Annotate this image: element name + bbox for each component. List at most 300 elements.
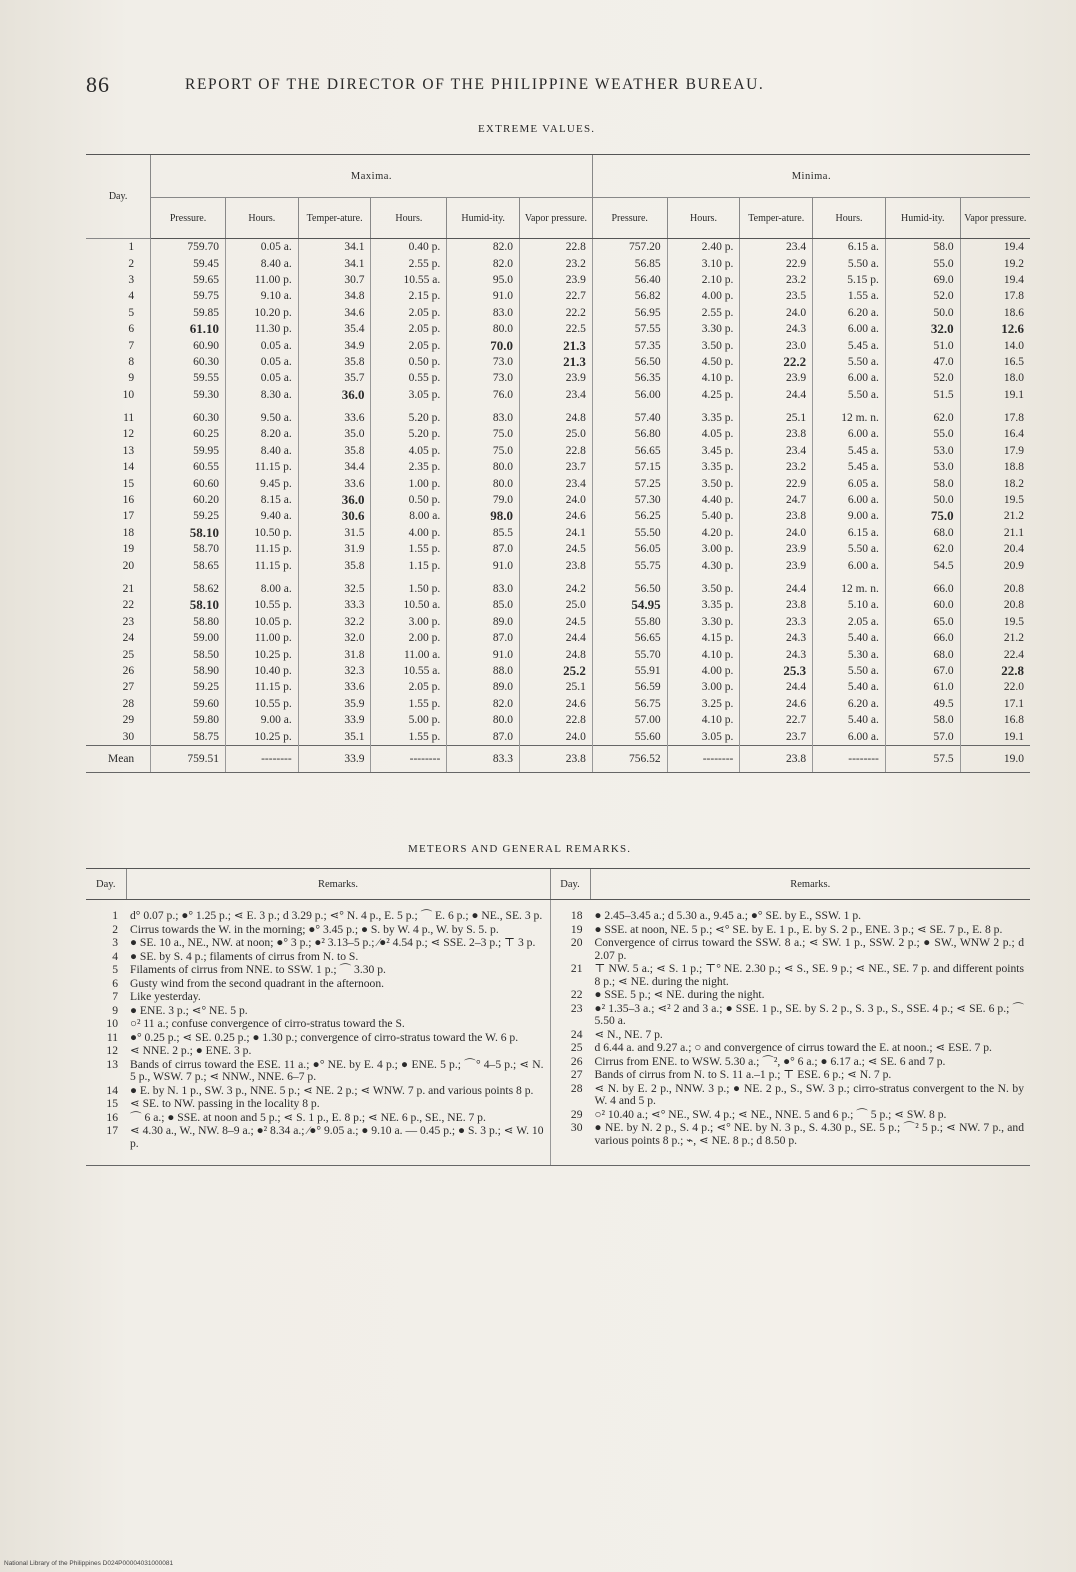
remark-entry: [557, 937, 1025, 962]
value-cell: 56.40: [592, 272, 667, 288]
value-cell: 3.30 p.: [667, 614, 740, 630]
value-cell: 34.1: [298, 239, 371, 256]
day-cell: 13: [122, 444, 135, 457]
remark-entry: [557, 1122, 1025, 1147]
mean-value: 83.3: [447, 745, 520, 772]
value-cell: 80.0: [447, 475, 520, 491]
value-cell: 60.90: [151, 337, 226, 353]
value-cell: 24.0: [520, 728, 593, 745]
value-cell: 24.5: [520, 614, 593, 630]
value-cell: 83.0: [447, 574, 520, 597]
value-cell: 88.0: [447, 663, 520, 679]
remark-text: ● ENE. 3 p.; ⋖° NE. 5 p.: [130, 1003, 248, 1017]
footer-credit: National Library of the Philippines D024P00004031000081: [4, 1560, 174, 1567]
value-cell: 33.6: [298, 679, 371, 695]
value-cell: 55.80: [592, 614, 667, 630]
value-cell: 23.5: [740, 288, 813, 304]
remark-text: ● 2.45–3.45 a.; d 5.30 a., 9.45 a.; ●° SE. by E., SSW. 1 p.: [594, 909, 862, 922]
value-cell: 24.6: [520, 508, 593, 524]
value-cell: 32.2: [298, 614, 371, 630]
value-cell: 4.00 p.: [667, 663, 740, 679]
value-cell: 56.75: [592, 696, 667, 712]
value-cell: 59.95: [151, 443, 226, 459]
value-cell: 10.40 p.: [225, 663, 298, 679]
table-row: [86, 525, 1030, 541]
value-cell: 57.15: [592, 459, 667, 475]
value-cell: 6.00 a.: [813, 321, 886, 337]
value-cell: 58.62: [151, 574, 226, 597]
remark-entry: [557, 924, 1025, 937]
remark-entry: [557, 1069, 1025, 1082]
remark-entry: [557, 1003, 1025, 1028]
value-cell: 82.0: [447, 696, 520, 712]
value-cell: 23.8: [520, 557, 593, 573]
value-cell: 56.85: [592, 255, 667, 271]
value-cell: 3.00 p.: [667, 679, 740, 695]
value-cell: 22.9: [740, 255, 813, 271]
day-cell: 4: [128, 290, 135, 303]
value-cell: 56.25: [592, 508, 667, 524]
value-cell: 58.70: [151, 541, 226, 557]
remark-day: 22: [570, 988, 583, 1001]
day-cell: 20: [122, 559, 135, 572]
remark-entry: [557, 910, 1025, 923]
value-cell: 14.0: [960, 337, 1030, 353]
value-cell: 21.3: [520, 354, 593, 370]
value-cell: 21.2: [960, 630, 1030, 646]
value-cell: 24.0: [740, 305, 813, 321]
value-cell: 10.20 p.: [225, 305, 298, 321]
value-cell: 23.4: [520, 387, 593, 403]
remark-text: ⊤ NW. 5 a.; ⋖ S. 1 p.; ⊤° NE. 2.30 p.; ⋖ S., SE. 9 p.; ⋖ NE., SE. 7 p. and different points 8 p.; ⋖ NE. during the night.: [594, 962, 1024, 988]
value-cell: 2.40 p.: [667, 239, 740, 256]
remark-entry: [92, 937, 544, 950]
value-cell: 57.40: [592, 403, 667, 426]
value-cell: 25.0: [520, 597, 593, 613]
value-cell: 11.15 p.: [225, 541, 298, 557]
value-cell: 55.60: [592, 728, 667, 745]
table-row: [86, 475, 1030, 491]
value-cell: 19.1: [960, 728, 1030, 745]
remark-text: ● SSE. at noon, NE. 5 p.; ⋖° SE. by E. 1 p., E. by S. 2 p., ENE. 3 p.; ⋖ SE. 7 p., E. 8 p.: [594, 922, 1003, 936]
value-cell: 0.50 p.: [371, 354, 447, 370]
value-cell: 56.65: [592, 443, 667, 459]
day-cell: 25: [122, 648, 135, 661]
value-cell: 58.0: [885, 475, 960, 491]
value-cell: 4.20 p.: [667, 525, 740, 541]
value-cell: 57.55: [592, 321, 667, 337]
value-cell: 55.0: [885, 255, 960, 271]
value-cell: 8.40 a.: [225, 255, 298, 271]
table-row: [86, 305, 1030, 321]
table-row: [86, 508, 1030, 524]
day-cell: 17: [122, 510, 135, 523]
value-cell: 10.55 p.: [225, 597, 298, 613]
value-cell: 5.50 a.: [813, 541, 886, 557]
value-cell: 36.0: [298, 387, 371, 403]
day-cell: 19: [122, 543, 135, 556]
value-cell: 22.8: [520, 712, 593, 728]
maxima-header: Maxima.: [151, 155, 593, 198]
table-row: [86, 696, 1030, 712]
min-column-header: Temper-ature.: [740, 198, 813, 239]
value-cell: 3.50 p.: [667, 475, 740, 491]
value-cell: 59.80: [151, 712, 226, 728]
value-cell: 83.0: [447, 403, 520, 426]
day-cell: 14: [122, 461, 135, 474]
value-cell: 3.35 p.: [667, 459, 740, 475]
value-cell: 35.4: [298, 321, 371, 337]
value-cell: 19.4: [960, 272, 1030, 288]
value-cell: 57.00: [592, 712, 667, 728]
value-cell: 11.00 p.: [225, 630, 298, 646]
minima-header: Minima.: [592, 155, 1030, 198]
value-cell: 61.10: [151, 321, 226, 337]
value-cell: 6.00 a.: [813, 557, 886, 573]
remark-day: 15: [106, 1097, 118, 1110]
value-cell: 24.6: [520, 696, 593, 712]
value-cell: 757.20: [592, 239, 667, 256]
value-cell: 23.8: [740, 426, 813, 442]
value-cell: 62.0: [885, 403, 960, 426]
remark-entry: [557, 963, 1025, 988]
remark-text: Bands of cirrus toward the ESE. 11 a.; ●° NE. by E. 4 p.; ● ENE. 5 p.; ⌒° 4–5 p.; ⋖ N. 5 p., WSW. 7 p.; ⋖ NNW., NNE. 6–7 p.: [130, 1057, 544, 1083]
value-cell: 2.05 p.: [371, 337, 447, 353]
value-cell: 65.0: [885, 614, 960, 630]
value-cell: 53.0: [885, 459, 960, 475]
remark-day: 28: [570, 1081, 583, 1095]
extreme-values-table: [86, 154, 1030, 773]
value-cell: 3.50 p.: [667, 574, 740, 597]
value-cell: 10.55 p.: [225, 696, 298, 712]
table-row: [86, 728, 1030, 745]
table-row: [86, 541, 1030, 557]
value-cell: 6.20 a.: [813, 696, 886, 712]
remark-text: ●° 0.25 p.; ⋖ SE. 0.25 p.; ● 1.30 p.; convergence of cirro-stratus toward the W. 6 p.: [130, 1030, 519, 1044]
value-cell: 23.0: [740, 337, 813, 353]
value-cell: 24.3: [740, 630, 813, 646]
remark-text: Bands of cirrus from N. to S. 11 a.–1 p.; ⊤ ESE. 6 p.; ⋖ N. 7 p.: [594, 1068, 892, 1081]
value-cell: 60.20: [151, 492, 226, 508]
day-cell: 6: [128, 323, 135, 336]
value-cell: 62.0: [885, 541, 960, 557]
value-cell: 33.6: [298, 403, 371, 426]
remark-day: 29: [570, 1107, 583, 1121]
value-cell: 34.6: [298, 305, 371, 321]
value-cell: 87.0: [447, 728, 520, 745]
value-cell: 57.0: [885, 728, 960, 745]
value-cell: 22.5: [520, 321, 593, 337]
value-cell: 3.00 p.: [667, 541, 740, 557]
value-cell: 2.55 p.: [371, 255, 447, 271]
value-cell: 24.4: [740, 574, 813, 597]
remark-entry: [92, 1018, 544, 1031]
value-cell: 22.0: [960, 679, 1030, 695]
remark-day: 10: [106, 1017, 118, 1030]
value-cell: 55.70: [592, 646, 667, 662]
value-cell: 12.6: [960, 321, 1030, 337]
remark-text: ○² 11 a.; confuse convergence of cirro-stratus toward the S.: [130, 1017, 405, 1030]
remark-day: 19: [570, 922, 583, 936]
value-cell: 22.4: [960, 646, 1030, 662]
value-cell: 33.9: [298, 712, 371, 728]
value-cell: 10.55 a.: [371, 272, 447, 288]
value-cell: 75.0: [447, 426, 520, 442]
value-cell: 6.20 a.: [813, 305, 886, 321]
value-cell: 1.55 p.: [371, 728, 447, 745]
day-cell: 3: [128, 273, 135, 286]
value-cell: 80.0: [447, 712, 520, 728]
remark-entry: [557, 1083, 1025, 1108]
value-cell: 10.50 p.: [225, 525, 298, 541]
remark-day: 24: [570, 1027, 583, 1041]
mean-value: 57.5: [885, 745, 960, 772]
table-row: [86, 255, 1030, 271]
value-cell: 50.0: [885, 305, 960, 321]
day-cell: 11: [123, 412, 135, 425]
value-cell: 25.3: [740, 663, 813, 679]
value-cell: 11.30 p.: [225, 321, 298, 337]
remark-text: Cirrus towards the W. in the morning; ●° 3.45 p.; ● S. by W. 4 p., W. by S. 5. p.: [130, 922, 499, 936]
value-cell: 91.0: [447, 557, 520, 573]
value-cell: 57.25: [592, 475, 667, 491]
value-cell: 5.30 a.: [813, 646, 886, 662]
remark-day: 23: [570, 1001, 583, 1015]
table-row: [86, 646, 1030, 662]
remark-day: 18: [570, 909, 583, 922]
value-cell: 5.45 a.: [813, 443, 886, 459]
remark-text: Gusty wind from the second quadrant in the afternoon.: [130, 976, 385, 990]
remark-day: 12: [106, 1044, 118, 1057]
value-cell: 22.2: [520, 305, 593, 321]
mean-value: 756.52: [592, 745, 667, 772]
value-cell: 3.30 p.: [667, 321, 740, 337]
value-cell: 59.45: [151, 255, 226, 271]
value-cell: 31.9: [298, 541, 371, 557]
value-cell: 12 m. n.: [813, 574, 886, 597]
value-cell: 3.05 p.: [371, 387, 447, 403]
value-cell: 56.65: [592, 630, 667, 646]
value-cell: 25.2: [520, 663, 593, 679]
table-row: [86, 239, 1030, 256]
value-cell: 23.4: [520, 475, 593, 491]
remark-entry: [92, 1085, 544, 1098]
running-head: REPORT OF THE DIRECTOR OF THE PHILIPPINE WEATHER BUREAU.: [185, 76, 765, 93]
remark-entry: [92, 1005, 544, 1018]
table-row: [86, 557, 1030, 573]
value-cell: 75.0: [447, 443, 520, 459]
value-cell: 85.5: [447, 525, 520, 541]
remark-entry: [557, 1109, 1025, 1122]
value-cell: 4.05 p.: [667, 426, 740, 442]
value-cell: 6.15 a.: [813, 525, 886, 541]
value-cell: 4.10 p.: [667, 370, 740, 386]
value-cell: 18.8: [960, 459, 1030, 475]
value-cell: 68.0: [885, 646, 960, 662]
value-cell: 5.40 a.: [813, 712, 886, 728]
mean-label: Mean: [86, 745, 151, 772]
value-cell: 59.00: [151, 630, 226, 646]
value-cell: 23.2: [740, 459, 813, 475]
value-cell: 4.10 p.: [667, 712, 740, 728]
value-cell: 55.0: [885, 426, 960, 442]
remark-entry: [92, 1098, 544, 1111]
value-cell: 23.9: [740, 541, 813, 557]
value-cell: 22.8: [520, 239, 593, 256]
value-cell: 3.05 p.: [667, 728, 740, 745]
value-cell: 2.05 p.: [371, 321, 447, 337]
value-cell: 17.8: [960, 403, 1030, 426]
value-cell: 5.20 p.: [371, 426, 447, 442]
max-column-header: Hours.: [371, 198, 447, 239]
value-cell: 60.0: [885, 597, 960, 613]
max-column-header: Humid-ity.: [447, 198, 520, 239]
value-cell: 21.2: [960, 508, 1030, 524]
value-cell: 10.25 p.: [225, 728, 298, 745]
value-cell: 51.0: [885, 337, 960, 353]
remarks-header-right: Remarks.: [590, 869, 1030, 900]
value-cell: 3.50 p.: [667, 337, 740, 353]
max-column-header: Vapor pressure.: [520, 198, 593, 239]
value-cell: 22.7: [740, 712, 813, 728]
value-cell: 6.00 a.: [813, 728, 886, 745]
remark-text: Like yesterday.: [130, 990, 201, 1003]
value-cell: 10.05 p.: [225, 614, 298, 630]
remark-day: 26: [570, 1054, 583, 1068]
value-cell: 1.55 a.: [813, 288, 886, 304]
value-cell: 2.10 p.: [667, 272, 740, 288]
mean-value: --------: [371, 745, 447, 772]
mean-value: 759.51: [151, 745, 226, 772]
value-cell: 8.20 a.: [225, 426, 298, 442]
value-cell: 2.05 a.: [813, 614, 886, 630]
remark-entry: [92, 978, 544, 991]
remark-entry: [92, 1125, 544, 1150]
value-cell: 34.1: [298, 255, 371, 271]
value-cell: 23.2: [520, 255, 593, 271]
value-cell: 5.50 a.: [813, 663, 886, 679]
value-cell: 35.9: [298, 696, 371, 712]
value-cell: 58.0: [885, 712, 960, 728]
value-cell: 22.8: [960, 663, 1030, 679]
remarks-caption: METEORS AND GENERAL REMARKS.: [408, 843, 632, 855]
value-cell: 24.8: [520, 646, 593, 662]
value-cell: 82.0: [447, 239, 520, 256]
table-row: [86, 443, 1030, 459]
value-cell: 59.25: [151, 508, 226, 524]
remarks-right-column: [550, 900, 1030, 1166]
day-cell: 30: [122, 730, 135, 743]
value-cell: 2.55 p.: [667, 305, 740, 321]
value-cell: 22.8: [520, 443, 593, 459]
value-cell: 1.55 p.: [371, 541, 447, 557]
value-cell: 5.45 a.: [813, 459, 886, 475]
value-cell: 22.2: [740, 354, 813, 370]
remark-entry: [92, 924, 544, 937]
value-cell: 59.30: [151, 387, 226, 403]
value-cell: 58.50: [151, 646, 226, 662]
value-cell: 31.8: [298, 646, 371, 662]
value-cell: 66.0: [885, 574, 960, 597]
value-cell: 11.15 p.: [225, 557, 298, 573]
value-cell: 8.00 a.: [371, 508, 447, 524]
value-cell: 24.2: [520, 574, 593, 597]
value-cell: 0.55 p.: [371, 370, 447, 386]
value-cell: 58.10: [151, 525, 226, 541]
value-cell: 83.0: [447, 305, 520, 321]
value-cell: 5.50 a.: [813, 354, 886, 370]
value-cell: 0.40 p.: [371, 239, 447, 256]
value-cell: 95.0: [447, 272, 520, 288]
remark-text: d° 0.07 p.; ●° 1.25 p.; ⋖ E. 3 p.; d 3.29 p.; ⋖° N. 4 p., E. 5 p.; ⌒ E. 6 p.; ● NE., SE. 3 p.: [130, 909, 543, 922]
value-cell: 56.05: [592, 541, 667, 557]
value-cell: 60.30: [151, 354, 226, 370]
value-cell: 9.10 a.: [225, 288, 298, 304]
value-cell: 24.7: [740, 492, 813, 508]
value-cell: 98.0: [447, 508, 520, 524]
value-cell: 6.00 a.: [813, 426, 886, 442]
remark-day: 25: [570, 1041, 583, 1054]
value-cell: 52.0: [885, 288, 960, 304]
value-cell: 31.5: [298, 525, 371, 541]
value-cell: 35.7: [298, 370, 371, 386]
value-cell: 24.0: [740, 525, 813, 541]
value-cell: 11.00 a.: [371, 646, 447, 662]
value-cell: 2.15 p.: [371, 288, 447, 304]
mean-value: 33.9: [298, 745, 371, 772]
day-cell: 2: [128, 257, 135, 270]
min-column-header: Pressure.: [592, 198, 667, 239]
remark-text: Convergence of cirrus toward the SSW. 8 a.; ⋖ SW. 1 p., SSW. 2 p.; ● SW., WNW 2 p.; d 2.07 p.: [594, 936, 1024, 962]
day-cell: 27: [122, 681, 135, 694]
value-cell: 23.3: [740, 614, 813, 630]
value-cell: 80.0: [447, 459, 520, 475]
mean-value: --------: [813, 745, 886, 772]
value-cell: 1.50 p.: [371, 574, 447, 597]
table-row: [86, 370, 1030, 386]
remark-day: 2: [112, 922, 118, 936]
value-cell: 60.30: [151, 403, 226, 426]
value-cell: 52.0: [885, 370, 960, 386]
table-row: [86, 614, 1030, 630]
value-cell: 58.65: [151, 557, 226, 573]
mean-value: 19.0: [960, 745, 1030, 772]
value-cell: 20.8: [960, 597, 1030, 613]
remarks-left-column: [86, 900, 550, 1166]
value-cell: 55.50: [592, 525, 667, 541]
value-cell: 22.9: [740, 475, 813, 491]
remark-text: ● SE. 10 a., NE., NW. at noon; ●° 3 p.; ●² 3.13–5 p.; ⁄●² 4.54 p.; ⋖ SSE. 2–3 p.; ⊤ 3 p.: [130, 936, 536, 949]
value-cell: 6.00 a.: [813, 492, 886, 508]
value-cell: 5.40 p.: [667, 508, 740, 524]
value-cell: 2.00 p.: [371, 630, 447, 646]
table-row: [86, 354, 1030, 370]
value-cell: 56.82: [592, 288, 667, 304]
value-cell: 23.2: [740, 272, 813, 288]
value-cell: 1.15 p.: [371, 557, 447, 573]
value-cell: 18.0: [960, 370, 1030, 386]
value-cell: 11.15 p.: [225, 459, 298, 475]
day-cell: 24: [122, 632, 135, 645]
value-cell: 30.6: [298, 508, 371, 524]
value-cell: 24.6: [740, 696, 813, 712]
value-cell: 23.4: [740, 239, 813, 256]
value-cell: 70.0: [447, 337, 520, 353]
value-cell: 18.6: [960, 305, 1030, 321]
value-cell: 8.00 a.: [225, 574, 298, 597]
value-cell: 24.3: [740, 646, 813, 662]
value-cell: 56.95: [592, 305, 667, 321]
